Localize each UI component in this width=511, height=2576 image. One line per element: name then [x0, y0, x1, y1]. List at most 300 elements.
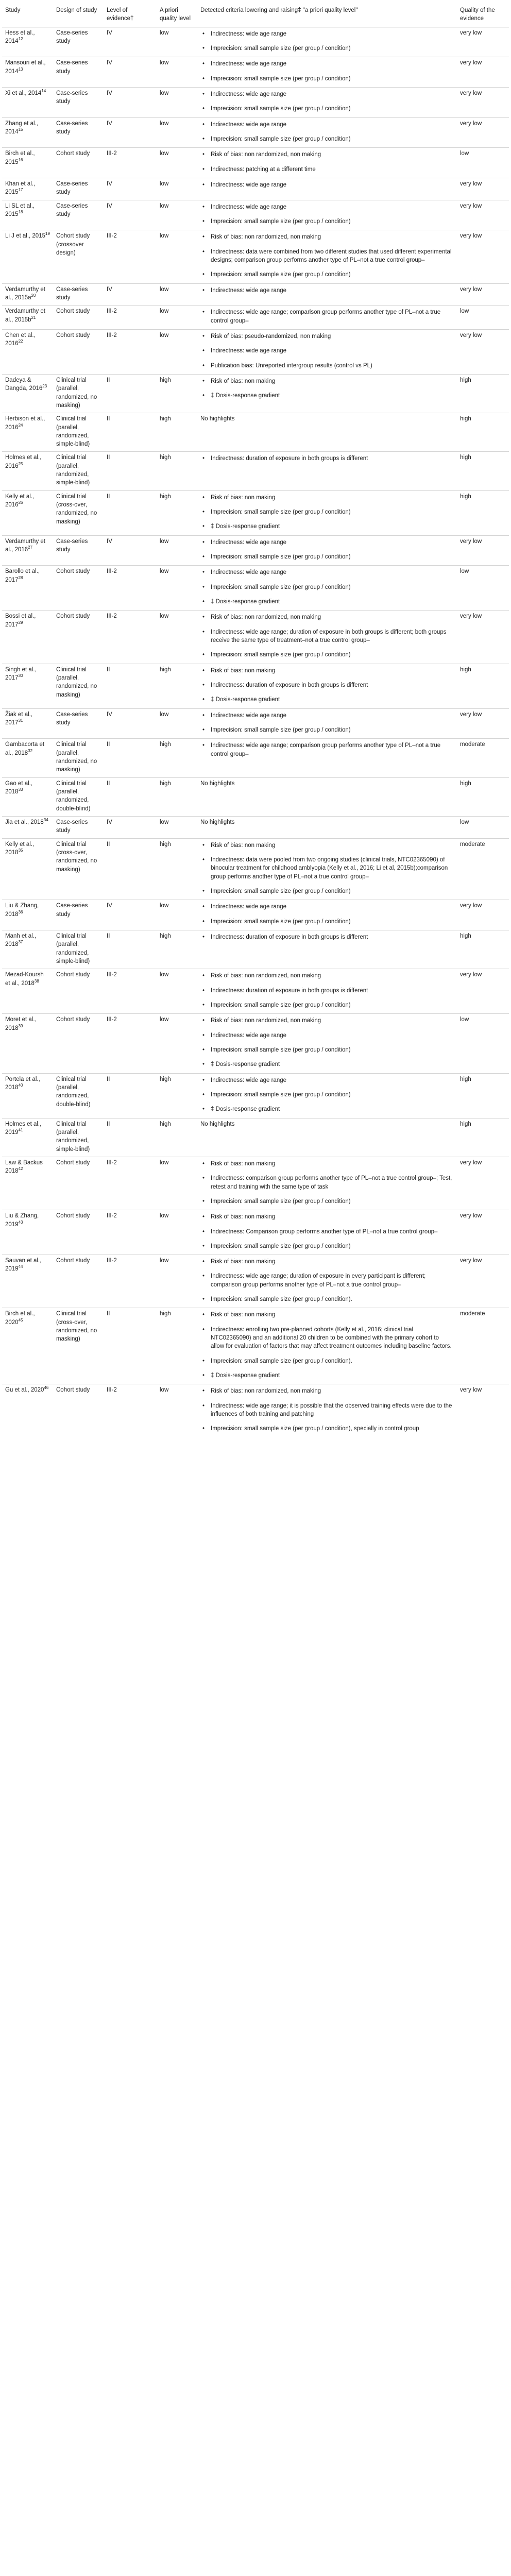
- study-cell: [2, 148, 53, 178]
- bullet-icon: •: [202, 151, 205, 158]
- criteria-item: [200, 987, 454, 995]
- prior-quality-cell: low: [157, 87, 197, 117]
- quality-cell: very low: [457, 1255, 509, 1308]
- table-row: [2, 306, 509, 330]
- criteria-list: [200, 972, 454, 1009]
- bullet-icon: •: [202, 1426, 205, 1432]
- quality-cell: very low: [457, 969, 509, 1014]
- bullet-icon: •: [202, 1002, 205, 1008]
- bullet-icon: •: [202, 45, 205, 52]
- prior-quality-cell: high: [157, 452, 197, 490]
- criteria-text: Indirectness: duration of exposure in both groups is different: [211, 682, 368, 689]
- level-cell: III-2: [104, 329, 157, 374]
- level-cell: III-2: [104, 611, 157, 664]
- no-highlights-text: No highlights: [200, 1121, 235, 1127]
- no-highlights-text: No highlights: [200, 416, 235, 422]
- study-name: Hess et al., 2014: [5, 29, 35, 44]
- level-cell: II: [104, 490, 157, 535]
- criteria-cell: [197, 490, 457, 535]
- design-cell: Case-series study: [53, 817, 104, 839]
- criteria-text: Risk of bias: non randomized, non making: [211, 614, 321, 621]
- criteria-item: [200, 1295, 454, 1303]
- table-row: [2, 413, 509, 452]
- reference-number: 24: [18, 422, 23, 428]
- criteria-cell: [197, 1384, 457, 1437]
- criteria-item: [200, 44, 454, 53]
- bullet-icon: •: [202, 742, 205, 749]
- study-name: Mansouri et al., 2014: [5, 60, 46, 75]
- criteria-item: [200, 203, 454, 211]
- reference-number: 39: [18, 1023, 23, 1028]
- bullet-icon: •: [202, 1018, 205, 1024]
- criteria-text: Indirectness: wide age range; comparison group performs another type of PL–not a true control group–: [211, 309, 441, 324]
- table-row: [2, 566, 509, 611]
- quality-cell: very low: [460, 1387, 482, 1394]
- criteria-text: Indirectness: data were combined from two different studies that used different experimental designs; comparison group performs another type of PL–not a true control group–: [211, 248, 452, 263]
- criteria-list: [200, 1076, 454, 1114]
- criteria-cell: [197, 329, 457, 374]
- criteria-cell: [197, 1014, 457, 1073]
- criteria-item: [200, 1242, 454, 1250]
- prior-quality-cell: high: [157, 1073, 197, 1118]
- bullet-icon: •: [202, 1077, 205, 1083]
- criteria-item: [200, 270, 454, 279]
- reference-number: 42: [18, 1166, 23, 1172]
- study-name: Gao et al., 2018: [5, 780, 33, 795]
- table-row: [2, 374, 509, 413]
- criteria-text: Indirectness: wide age range: [211, 1077, 287, 1083]
- criteria-text: Imprecision: small sample size (per group / condition): [211, 727, 351, 734]
- table-body: [2, 27, 509, 1437]
- reference-number: 30: [18, 673, 23, 679]
- bullet-icon: •: [202, 554, 205, 561]
- bullet-icon: •: [202, 204, 205, 210]
- quality-cell: low: [457, 817, 509, 839]
- table-row: [2, 329, 509, 374]
- bullet-icon: •: [202, 712, 205, 719]
- criteria-list: [200, 30, 454, 53]
- study-cell: [2, 739, 53, 777]
- criteria-list: [200, 711, 454, 735]
- criteria-list: [200, 1387, 454, 1433]
- criteria-text: Indirectness: wide age range: [211, 61, 287, 67]
- quality-cell: high: [457, 452, 509, 490]
- criteria-cell: [197, 664, 457, 708]
- criteria-item: [200, 75, 454, 83]
- table-row: [2, 817, 509, 839]
- design-cell: Case-series study: [53, 200, 104, 230]
- reference-number: 38: [34, 978, 39, 984]
- criteria-text: ‡ Dosis-response gradient: [211, 1372, 280, 1379]
- study-name: Chen et al., 2016: [5, 332, 36, 347]
- criteria-cell: [197, 777, 457, 816]
- criteria-text: Risk of bias: non making: [211, 494, 276, 501]
- design-cell: Clinical trial (cross-over, randomized, no masking): [53, 838, 104, 900]
- design-cell: Cohort study: [53, 1210, 104, 1255]
- study-name: Mezad-Koursh et al., 2018: [5, 972, 44, 987]
- criteria-cell: [197, 200, 457, 230]
- table-row: [2, 1308, 509, 1384]
- criteria-text: Indirectness: wide age range: [211, 569, 287, 576]
- level-cell: IV: [104, 117, 157, 148]
- bullet-icon: •: [202, 30, 205, 37]
- bullet-icon: •: [202, 539, 205, 546]
- criteria-item: [200, 696, 454, 704]
- criteria-text: Indirectness: wide age range; comparison group performs another type of PL–not a true control group–: [211, 742, 441, 757]
- criteria-cell: [197, 566, 457, 611]
- criteria-list: [200, 377, 454, 400]
- level-cell: II: [104, 1308, 157, 1384]
- criteria-item: [200, 598, 454, 606]
- design-cell: Clinical trial (parallel, randomized, double-blind): [53, 1073, 104, 1118]
- level-cell: III-2: [107, 1387, 117, 1394]
- bullet-icon: •: [202, 1372, 205, 1379]
- bullet-icon: •: [202, 727, 205, 734]
- criteria-item: [200, 856, 454, 881]
- criteria-item: [200, 121, 454, 129]
- table-row: [2, 1118, 509, 1157]
- reference-number: 35: [18, 848, 23, 853]
- reference-number: 32: [28, 748, 33, 753]
- design-cell: Case-series study: [53, 57, 104, 88]
- study-name: Birch et al., 2015: [5, 150, 35, 165]
- bullet-icon: •: [202, 918, 205, 925]
- prior-quality-cell: low: [157, 200, 197, 230]
- table-row: [2, 900, 509, 930]
- bullet-icon: •: [202, 614, 205, 621]
- criteria-text: Imprecision: small sample size (per group / condition): [211, 1091, 351, 1098]
- criteria-text: Indirectness: wide age range: [211, 287, 287, 294]
- criteria-text: Indirectness: duration of exposure in both groups is different: [211, 934, 368, 940]
- criteria-item: [200, 332, 454, 341]
- bullet-icon: •: [202, 234, 205, 241]
- study-name: Liu & Zhang, 2019: [5, 1213, 39, 1228]
- criteria-item: [200, 347, 454, 355]
- criteria-item: [200, 150, 454, 159]
- criteria-item: [200, 1060, 454, 1069]
- criteria-item: [200, 1258, 454, 1266]
- design-cell: Clinical trial (parallel, randomized, double-blind): [53, 777, 104, 816]
- bullet-icon: •: [202, 888, 205, 894]
- reference-number: 45: [18, 1317, 23, 1323]
- table-row: [2, 777, 509, 816]
- quality-cell: very low: [457, 230, 509, 283]
- criteria-text: Indirectness: comparison group performs another type of PL–not a true control group–; Test, retest and training with the same type of task: [211, 1175, 452, 1190]
- level-cell: III-2: [104, 1014, 157, 1073]
- criteria-text: Imprecision: small sample size (per group / condition): [211, 1002, 351, 1008]
- criteria-text: Indirectness: wide age range: [211, 348, 287, 354]
- table-row: [2, 1210, 509, 1255]
- reference-number: 34: [43, 818, 48, 823]
- study-cell: [2, 664, 53, 708]
- criteria-item: [200, 1228, 454, 1236]
- bullet-icon: •: [202, 1243, 205, 1249]
- design-cell: Cohort study (crossover design): [53, 230, 104, 283]
- reference-number: 15: [18, 127, 23, 132]
- study-name: Dadeya & Dangda, 2016: [5, 377, 43, 392]
- bullet-icon: •: [202, 455, 205, 462]
- study-cell: [2, 1118, 53, 1157]
- bullet-icon: •: [202, 106, 205, 112]
- table-row: [2, 283, 509, 306]
- bullet-icon: •: [202, 248, 205, 255]
- prior-quality-cell: low: [157, 230, 197, 283]
- reference-number: 13: [18, 66, 23, 72]
- criteria-list: [200, 741, 454, 758]
- criteria-item: [200, 681, 454, 689]
- criteria-cell: [197, 27, 457, 57]
- bullet-icon: •: [202, 1106, 205, 1113]
- study-cell: [2, 611, 53, 664]
- study-name: Zhang et al., 2014: [5, 120, 38, 135]
- criteria-item: [200, 1326, 454, 1351]
- bullet-icon: •: [202, 1214, 205, 1221]
- criteria-item: [200, 553, 454, 561]
- level-cell: III-2: [104, 306, 157, 330]
- table-row: [2, 535, 509, 566]
- criteria-list: [200, 1160, 454, 1206]
- study-cell: [2, 374, 53, 413]
- bullet-icon: •: [202, 856, 205, 863]
- reference-number: 29: [18, 620, 23, 625]
- table-row: [2, 452, 509, 490]
- prior-quality-cell: low: [157, 900, 197, 930]
- criteria-cell: [197, 969, 457, 1014]
- study-name: Sauvan et al., 2019: [5, 1258, 42, 1273]
- study-name: Li SL et al., 2015: [5, 202, 35, 217]
- prior-quality-cell: high: [157, 1118, 197, 1157]
- criteria-list: [200, 286, 454, 295]
- prior-quality-cell: high: [157, 739, 197, 777]
- bullet-icon: •: [202, 584, 205, 590]
- criteria-item: [200, 1371, 454, 1380]
- criteria-item: [200, 90, 454, 98]
- criteria-item: [200, 711, 454, 720]
- bullet-icon: •: [202, 523, 205, 530]
- quality-cell: high: [457, 777, 509, 816]
- criteria-cell: [197, 900, 457, 930]
- criteria-text: Indirectness: wide age range: [211, 712, 287, 719]
- criteria-item: [200, 1425, 454, 1433]
- table-row: [2, 838, 509, 900]
- bullet-icon: •: [202, 652, 205, 658]
- reference-number: 41: [18, 1128, 23, 1133]
- study-cell: [2, 1157, 53, 1210]
- quality-cell: low: [457, 306, 509, 330]
- criteria-text: Risk of bias: non making: [211, 667, 276, 674]
- criteria-item: [200, 1160, 454, 1168]
- criteria-item: [200, 105, 454, 113]
- study-cell: [2, 413, 53, 452]
- table-row: [2, 200, 509, 230]
- criteria-item: [200, 1387, 454, 1395]
- criteria-cell: [197, 708, 457, 739]
- criteria-list: [200, 308, 454, 325]
- criteria-text: Indirectness: duration of exposure in both groups is different: [211, 987, 368, 994]
- level-cell: II: [104, 413, 157, 452]
- table-row: [2, 148, 509, 178]
- criteria-item: [200, 628, 454, 645]
- quality-cell: very low: [457, 611, 509, 664]
- criteria-item: [200, 522, 454, 531]
- criteria-text: ‡ Dosis-response gradient: [211, 523, 280, 530]
- reference-number: 43: [18, 1219, 23, 1225]
- design-cell: Cohort study: [53, 306, 104, 330]
- study-cell: [2, 57, 53, 88]
- bullet-icon: •: [202, 1160, 205, 1167]
- criteria-text: Imprecision: small sample size (per group / condition): [211, 554, 351, 561]
- design-cell: Cohort study: [53, 1255, 104, 1308]
- criteria-item: [200, 362, 454, 370]
- study-cell: [2, 200, 53, 230]
- level-cell: IV: [104, 283, 157, 306]
- criteria-list: [200, 613, 454, 659]
- criteria-item: [200, 1174, 454, 1191]
- quality-cell: very low: [457, 117, 509, 148]
- reference-number: 18: [18, 210, 23, 215]
- prior-quality-cell: low: [157, 969, 197, 1014]
- reference-number: 27: [28, 545, 33, 550]
- design-cell: Cohort study: [56, 1387, 90, 1394]
- bullet-icon: •: [202, 309, 205, 316]
- study-name: Verdamurthy et al., 2015b: [5, 308, 45, 323]
- study-cell: [2, 777, 53, 816]
- bullet-icon: •: [202, 629, 205, 635]
- study-cell: [2, 87, 53, 117]
- bullet-icon: •: [202, 1402, 205, 1409]
- table-row: [2, 1157, 509, 1210]
- criteria-text: Imprecision: small sample size (per group / condition): [211, 1198, 351, 1205]
- study-cell: [2, 900, 53, 930]
- level-cell: II: [104, 739, 157, 777]
- criteria-list: [200, 90, 454, 113]
- criteria-item: [200, 454, 454, 463]
- table-row: [2, 1073, 509, 1118]
- table-row: [2, 664, 509, 708]
- design-cell: Clinical trial (parallel, randomized, simple-blind): [53, 930, 104, 969]
- bullet-icon: •: [202, 569, 205, 576]
- criteria-item: [200, 1272, 454, 1289]
- study-cell: [2, 708, 53, 739]
- criteria-text: Risk of bias: non making: [211, 1259, 276, 1265]
- bullet-icon: •: [202, 1198, 205, 1205]
- table-row: [2, 930, 509, 969]
- design-cell: Case-series study: [53, 27, 104, 57]
- quality-cell: very low: [457, 200, 509, 230]
- criteria-item: [200, 613, 454, 621]
- bullet-icon: •: [202, 393, 205, 399]
- table-row: [2, 117, 509, 148]
- criteria-item: [200, 726, 454, 734]
- level-cell: IV: [104, 900, 157, 930]
- criteria-item: [200, 1016, 454, 1025]
- criteria-text: Imprecision: small sample size (per group / condition): [211, 652, 351, 658]
- criteria-list: [200, 841, 454, 896]
- criteria-item: [200, 233, 454, 241]
- study-cell: [2, 329, 53, 374]
- reference-number: 40: [18, 1083, 23, 1088]
- study-name: Xi et al., 2014: [5, 90, 42, 96]
- reference-number: 17: [18, 188, 23, 193]
- bullet-icon: •: [202, 987, 205, 994]
- quality-cell: very low: [457, 535, 509, 566]
- design-cell: Clinical trial (parallel, randomized, no masking): [53, 739, 104, 777]
- prior-quality-cell: high: [157, 374, 197, 413]
- study-cell: [2, 1210, 53, 1255]
- study-cell: [2, 230, 53, 283]
- study-cell: [2, 27, 53, 57]
- study-name: Manh et al., 2018: [5, 933, 37, 948]
- bullet-icon: •: [202, 181, 205, 188]
- criteria-item: [200, 887, 454, 895]
- level-cell: IV: [104, 535, 157, 566]
- reference-number: 46: [44, 1385, 49, 1391]
- no-highlights-text: No highlights: [200, 819, 235, 825]
- criteria-cell: [197, 930, 457, 969]
- study-cell: [2, 178, 53, 200]
- criteria-item: [200, 651, 454, 659]
- study-name: Gu et al., 2020: [5, 1387, 44, 1394]
- header-quality: Quality of the evidence: [457, 4, 509, 27]
- quality-cell: very low: [457, 283, 509, 306]
- criteria-list: [200, 1016, 454, 1069]
- criteria-text: Indirectness: wide age range; duration of exposure in both groups is different; both groups receive the same type of treatment–not a true control group–: [211, 629, 447, 644]
- table-row: [2, 87, 509, 117]
- study-name: Singh et al., 2017: [5, 666, 37, 682]
- design-cell: Clinical trial (cross-over, randomized, no masking): [53, 1308, 104, 1384]
- reference-number: 28: [18, 575, 23, 580]
- design-cell: Cohort study: [53, 566, 104, 611]
- study-cell: [2, 817, 53, 839]
- prior-quality-cell: low: [157, 1255, 197, 1308]
- criteria-item: [200, 933, 454, 941]
- study-cell: [2, 283, 53, 306]
- criteria-item: [200, 1311, 454, 1319]
- criteria-text: Indirectness: wide age range: [211, 204, 287, 210]
- level-cell: II: [104, 777, 157, 816]
- criteria-text: Imprecision: small sample size (per group / condition), specially in control group: [211, 1426, 419, 1432]
- prior-quality-cell: high: [157, 930, 197, 969]
- bullet-icon: •: [202, 1388, 205, 1395]
- criteria-item: [200, 1031, 454, 1040]
- criteria-text: Imprecision: small sample size (per group / condition): [211, 272, 351, 278]
- criteria-item: [200, 903, 454, 911]
- reference-number: 16: [18, 157, 23, 162]
- criteria-list: [200, 233, 454, 279]
- bullet-icon: •: [202, 1175, 205, 1182]
- criteria-text: Risk of bias: non randomized, non making: [211, 1388, 321, 1395]
- level-cell: III-2: [104, 1157, 157, 1210]
- quality-cell: high: [457, 930, 509, 969]
- reference-number: 19: [45, 231, 50, 236]
- criteria-cell: [197, 374, 457, 413]
- level-cell: III-2: [104, 148, 157, 178]
- study-cell: [2, 452, 53, 490]
- criteria-cell: [197, 838, 457, 900]
- design-cell: Cohort study: [53, 611, 104, 664]
- criteria-text: Indirectness: patching at a different time: [211, 166, 316, 173]
- study-name: Birch et al., 2020: [5, 1311, 35, 1326]
- bullet-icon: •: [202, 135, 205, 142]
- quality-cell: very low: [457, 900, 509, 930]
- criteria-text: Risk of bias: non randomized, non making: [211, 151, 321, 158]
- level-cell: II: [104, 838, 157, 900]
- study-name: Khan et al., 2015: [5, 180, 36, 196]
- prior-quality-cell: low: [157, 306, 197, 330]
- level-cell: II: [104, 452, 157, 490]
- reference-number: 36: [18, 909, 23, 914]
- table-row: [2, 611, 509, 664]
